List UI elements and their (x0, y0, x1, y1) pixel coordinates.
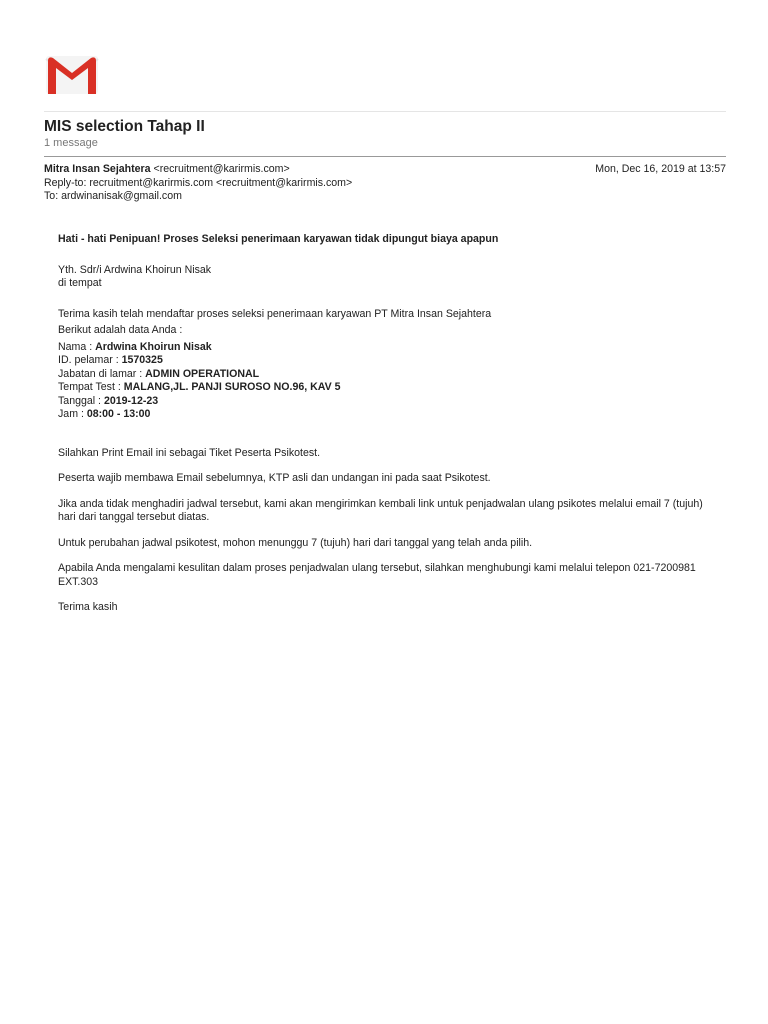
contact-note: Apabila Anda mengalami kesulitan dalam proses penjadwalan ulang tersebut, silahkan menghubungi kami melalui telepon 021-7200981 EXT.303 (58, 562, 696, 588)
field-value: 1570325 (121, 354, 163, 366)
change-note: Untuk perubahan jadwal psikotest, mohon menunggu 7 (tujuh) hari dari tanggal yang telah anda pilih. (58, 536, 533, 549)
email-date: Mon, Dec 16, 2019 at 13:57 (595, 163, 726, 175)
field-label: Nama : (58, 340, 96, 353)
reply-to-line: Reply-to: recruitment@karirmis.com <recruitment@karirmis.com> (44, 176, 353, 189)
closing-line: Terima kasih (58, 601, 118, 613)
print-note: Silahkan Print Email ini sebagai Tiket Peserta Psikotest. (58, 446, 321, 459)
bring-note: Peserta wajib membawa Email sebelumnya, KTP asli dan undangan ini pada saat Psikotest. (58, 472, 491, 484)
email-body (58, 233, 718, 615)
to-line: To: ardwinanisak@gmail.com (44, 190, 182, 202)
field-label: ID. pelamar : (58, 354, 122, 366)
gmail-logo-icon (44, 53, 100, 97)
field-value: 08:00 - 13:00 (86, 408, 151, 420)
greeting-line-2: di tempat (58, 277, 102, 289)
email-subject: MIS selection Tahap II (44, 118, 205, 135)
field-label: Jam : (58, 408, 87, 420)
field-row-name (58, 341, 718, 355)
sender-name: Mitra Insan Sejahtera (44, 163, 151, 175)
thanks-line: Terima kasih telah mendaftar proses seleksi penerimaan karyawan PT Mitra Insan Sejahtera (58, 307, 492, 320)
header-divider (44, 156, 726, 157)
fraud-warning: Hati - hati Penipuan! Proses Seleksi penerimaan karyawan tidak dipungut biaya apapun (58, 233, 499, 245)
absent-note: Jika anda tidak menghadiri jadwal tersebut, kami akan mengirimkan kembali link untuk penjadwalan ulang psikotes melalui email 7 (tujuh) hari dari tanggal tersebut diatas. (58, 497, 703, 523)
data-intro: Berikut adalah data Anda : (58, 324, 183, 336)
field-row-location (58, 381, 718, 395)
message-count: 1 message (44, 137, 98, 149)
field-row-time (58, 408, 718, 422)
field-row-date (58, 395, 718, 409)
field-value: Ardwina Khoirun Nisak (95, 340, 212, 353)
greeting-line-1: Yth. Sdr/i Ardwina Khoirun Nisak (58, 263, 212, 276)
field-value: MALANG,JL. PANJI SUROSO NO.96, KAV 5 (123, 381, 341, 393)
top-divider (44, 111, 726, 112)
field-value: ADMIN OPERATIONAL (145, 367, 260, 380)
field-label: Jabatan di lamar : (58, 367, 146, 380)
field-row-id (58, 354, 718, 368)
field-label: Tanggal : (58, 394, 104, 407)
email-header (44, 163, 726, 204)
field-row-position (58, 368, 718, 382)
sender-email: <recruitment@karirmis.com> (153, 163, 290, 175)
field-value: 2019-12-23 (103, 394, 159, 407)
field-label: Tempat Test : (58, 381, 124, 393)
